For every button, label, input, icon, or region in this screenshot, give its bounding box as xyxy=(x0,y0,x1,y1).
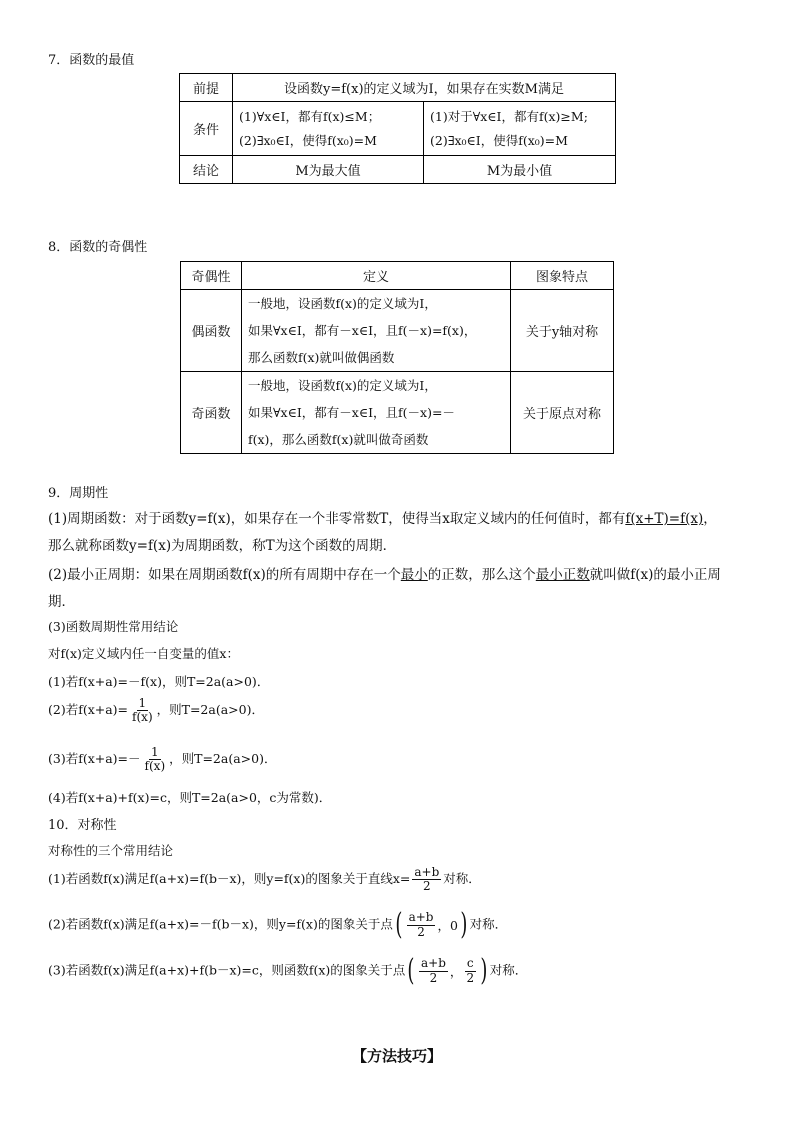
max-condition xyxy=(233,102,424,156)
section-8-heading: 8．函数的奇偶性 xyxy=(48,240,148,255)
section-9-heading: 9．周期性 xyxy=(48,486,109,501)
odd-def-line-2: 如果∀x∈I，都有－x∈I，且f(－x)=－ xyxy=(248,405,455,420)
min-condition xyxy=(424,102,616,156)
odd-feature: 关于原点对称 xyxy=(511,372,614,454)
symmetry-rule-1: (1)若函数f(x)满足f(a+x)=f(b－x)，则y=f(x)的图象关于直线x= $\frac{a+b}{2}$ 对称． xyxy=(48,865,481,894)
premise-label: 前提 xyxy=(180,74,233,102)
min-period-line-2: 期． xyxy=(48,594,75,610)
premise-text: 设函数y=f(x)的定义域为I，如果存在实数M满足 xyxy=(233,74,616,102)
odd-definition xyxy=(242,372,511,454)
underline-smallest-positive: 最小正数 xyxy=(535,567,590,583)
odd-def-line-1: 一般地，设函数f(x)的定义域为I， xyxy=(248,378,437,393)
symmetry-rule-2: (2)若函数f(x)满足f(a+x)=－f(b－x)，则y=f(x)的图象关于点 ( $\frac{a+b}{2}$ ，0 ) 对称． xyxy=(48,907,508,942)
max-conclusion: M为最大值 xyxy=(233,156,424,184)
periodic-rule-1: (1)若f(x+a)=－f(x)，则T=2a(a>0)． xyxy=(48,674,270,689)
fraction-1-over-fx: $\frac{1}{f(x)}$ xyxy=(132,696,153,725)
even-def-line-1: 一般地，设函数f(x)的定义域为I， xyxy=(248,296,437,311)
odd-def-line-3: f(x)，那么函数f(x)就叫做奇函数 xyxy=(248,432,429,447)
odd-label: 奇函数 xyxy=(181,372,242,454)
even-feature: 关于y轴对称 xyxy=(511,290,614,372)
extremum-table xyxy=(179,73,616,184)
condition-label: 条件 xyxy=(180,102,233,156)
feature-header: 图象特点 xyxy=(511,262,614,290)
periodic-equation: f(x+T)=f(x) xyxy=(625,511,704,527)
point-coordinates-2: ( $\frac{a+b}{2}$ ， $\frac{c}{2}$ ) xyxy=(407,953,488,988)
periodic-rule-3: (3)若f(x+a)=－ $\frac{1}{f(x)}$ ，则T=2a(a>0)． xyxy=(48,745,277,774)
periodic-rule-4: (4)若f(x+a)+f(x)=c，则T=2a(a>0，c为常数)． xyxy=(48,790,332,805)
symmetry-subtitle: 对称性的三个常用结论 xyxy=(48,843,174,858)
even-def-line-3: 那么函数f(x)就叫做偶函数 xyxy=(248,350,395,365)
periodic-rule-2: (2)若f(x+a)= $\frac{1}{f(x)}$ ，则T=2a(a>0)． xyxy=(48,696,264,725)
underline-smallest: 最小 xyxy=(400,567,428,583)
max-condition-1: (1)∀x∈I，都有f(x)≤M； xyxy=(239,108,381,124)
min-conclusion: M为最小值 xyxy=(424,156,616,184)
min-condition-2: (2)∃x₀∈I，使得f(x₀)=M xyxy=(430,132,568,148)
fraction-neg-1-over-fx: $\frac{1}{f(x)}$ xyxy=(144,745,166,774)
section-10-heading: 10．对称性 xyxy=(48,818,117,833)
section-7-heading: 7．函数的最值 xyxy=(48,53,135,68)
periodic-def-line-1: (1)周期函数：对于函数y=f(x)，如果存在一个非零常数T，使得当x取定义域内的任何值时，都有f(x+T)=f(x)， xyxy=(48,511,717,527)
parity-table xyxy=(180,261,614,454)
periodic-conclusions-intro: 对f(x)定义域内任一自变量的值x： xyxy=(48,646,239,661)
periodic-def-line-2: 那么就称函数y=f(x)为周期函数，称T为这个函数的周期． xyxy=(48,538,397,554)
periodic-conclusions-title: (3)函数周期性常用结论 xyxy=(48,619,179,634)
fraction-a-plus-b-over-2: $\frac{a+b}{2}$ xyxy=(414,865,440,894)
point-coordinates: ( $\frac{a+b}{2}$ ，0 ) xyxy=(395,907,468,942)
definition-header: 定义 xyxy=(242,262,511,290)
min-condition-1: (1)对于∀x∈I，都有f(x)≥M; xyxy=(430,108,588,124)
symmetry-rule-3: (3)若函数f(x)满足f(a+x)+f(b－x)=c，则函数f(x)的图象关于点 ( $\frac{a+b}{2}$ ， $\frac{c}{2}$ ) 对称． xyxy=(48,953,528,988)
even-def-line-2: 如果∀x∈I，都有－x∈I，且f(－x)=f(x)， xyxy=(248,323,477,338)
even-label: 偶函数 xyxy=(181,290,242,372)
even-definition xyxy=(242,290,511,372)
max-condition-2: (2)∃x₀∈I，使得f(x₀)=M xyxy=(239,132,377,148)
min-period-line-1: (2)最小正周期：如果在周期函数f(x)的所有周期中存在一个最小的正数，那么这个最小正数就叫做f(x)的最小正周 xyxy=(48,567,721,583)
parity-header: 奇偶性 xyxy=(181,262,242,290)
conclusion-label: 结论 xyxy=(180,156,233,184)
method-tips-title: 【方法技巧】 xyxy=(351,1047,442,1065)
